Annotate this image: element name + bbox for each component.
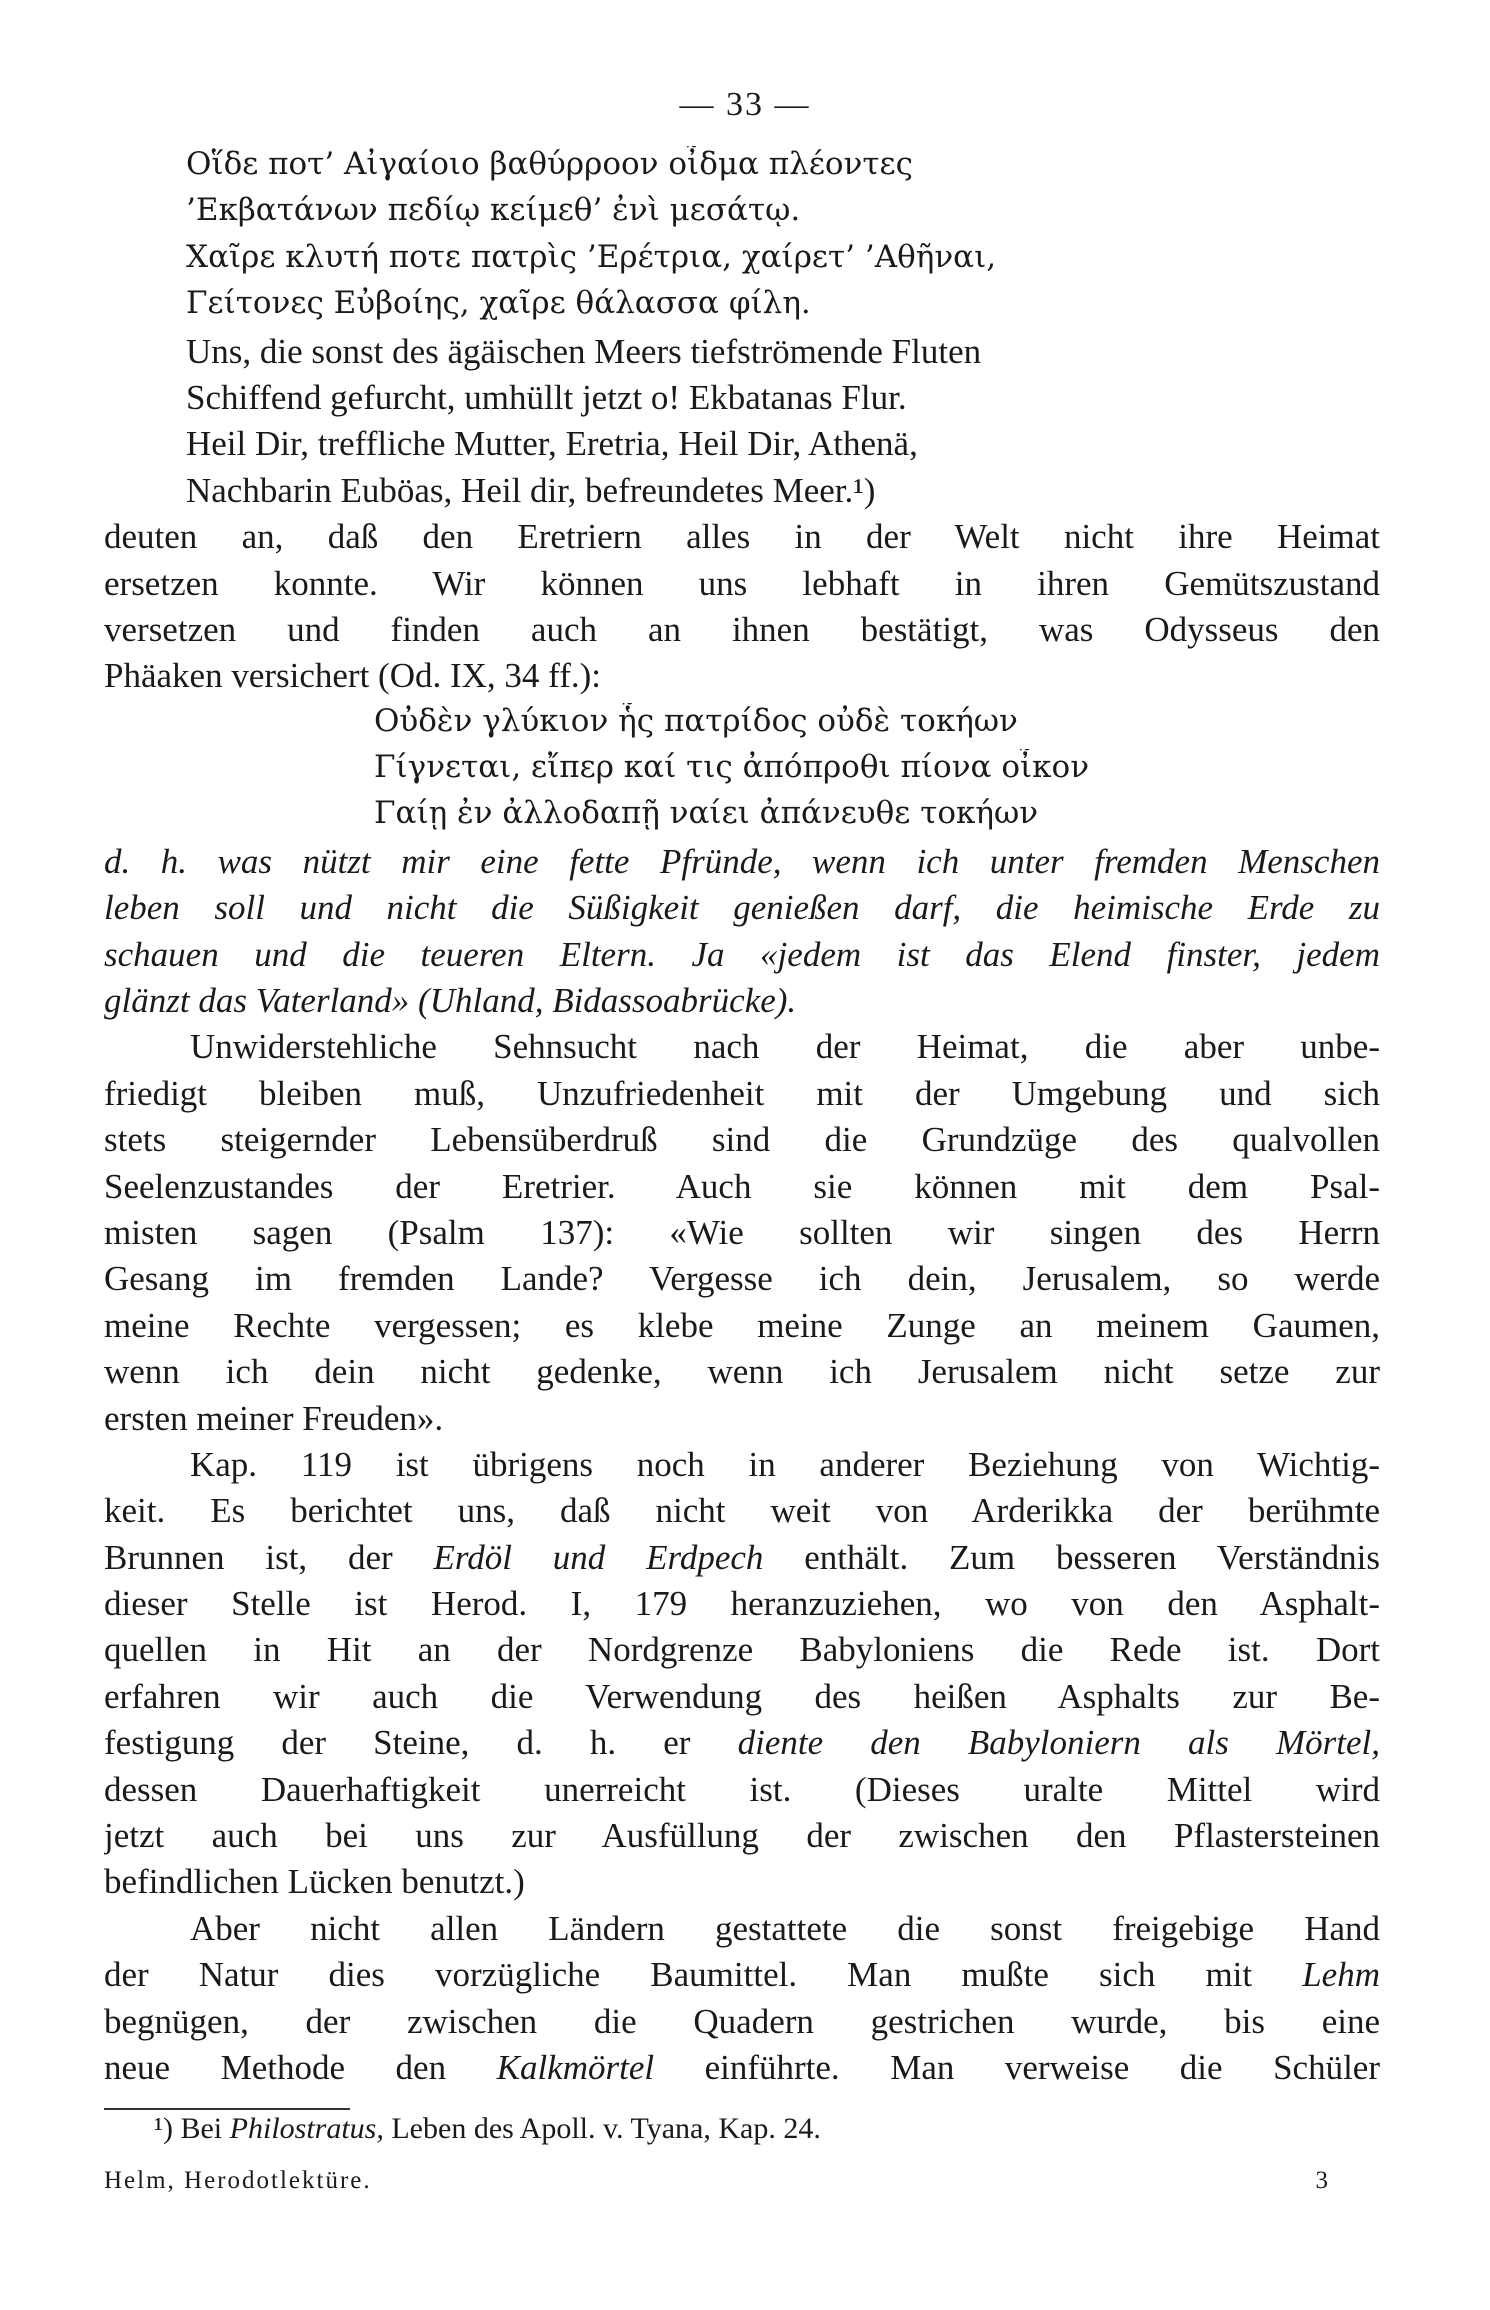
odyssey-quote-line: Γίγνεται, εἴπερ καί τις ἀπόπροθι πίονα οἶκον: [374, 749, 1090, 785]
italic-paragraph-line: leben soll und nicht die Süßigkeit genießen darf, die heimische Erde zu: [104, 888, 1380, 927]
paragraph-line: wenn ich dein nicht gedenke, wenn ich Jerusalem nicht setze zur: [104, 1352, 1380, 1391]
signature-text: Helm, Herodotlektüre.: [104, 2167, 372, 2194]
greek-poem-line: Οἵδε ποτ’ Αἰγαίοιο βαθύρροον οἶδμα πλέοντες: [186, 146, 913, 182]
paragraph-line: quellen in Hit an der Nordgrenze Babyloniens die Rede ist. Dort: [104, 1630, 1380, 1669]
page-number: — 33 —: [679, 86, 811, 123]
paragraph-line: stets steigernder Lebensüberdruß sind die Grundzüge des qualvollen: [104, 1120, 1380, 1159]
paragraph-line: Unwiderstehliche Sehnsucht nach der Heimat, die aber unbe-: [190, 1027, 1380, 1066]
footnote-text: Leben des Apoll. v. Tyana, Kap. 24.: [383, 2112, 821, 2145]
line-text: einführte. Man verweise die Schüler: [654, 2048, 1380, 2087]
german-poem-line: Nachbarin Euböas, Heil dir, befreundetes Meer.¹): [186, 471, 876, 510]
line-text: neue Methode den: [104, 2048, 497, 2087]
paragraph-line: Gesang im fremden Lande? Vergesse ich dein, Jerusalem, so werde: [104, 1259, 1380, 1298]
paragraph-line: dieser Stelle ist Herod. I, 179 heranzuziehen, wo von den Asphalt-: [104, 1584, 1380, 1623]
paragraph-line: [104, 1538, 1380, 1584]
paragraph-line: keit. Es berichtet uns, daß nicht weit von Arderikka der berühmte: [104, 1491, 1380, 1530]
paragraph-line: deuten an, daß den Eretriern alles in der Welt nicht ihre Heimat: [104, 517, 1380, 556]
italic-phrase: Erdöl und Erdpech: [433, 1538, 764, 1577]
paragraph-line: [104, 1955, 1380, 2001]
printer-signature: [104, 2167, 1380, 2195]
line-text: Brunnen ist, der: [104, 1538, 434, 1577]
italic-phrase: Kalkmörtel: [496, 2048, 655, 2087]
italic-phrase: Lehm: [1302, 1955, 1380, 1994]
paragraph-line: Aber nicht allen Ländern gestattete die sonst freigebige Hand: [190, 1909, 1380, 1948]
greek-poem-line: Γείτονες Εὐβοίης, χαῖρε θάλασσα φίλη.: [186, 285, 811, 321]
paragraph-line: [104, 1723, 1380, 1769]
footnote: [154, 2112, 1384, 2146]
paragraph-line: erfahren wir auch die Verwendung des heißen Asphalts zur Be-: [104, 1677, 1380, 1716]
line-text: der Natur dies vorzügliche Baumittel. Man mußte sich mit: [104, 1955, 1303, 1994]
paragraph-line: begnügen, der zwischen die Quadern gestrichen wurde, bis eine: [104, 2002, 1380, 2041]
paragraph-line: dessen Dauerhaftigkeit unerreicht ist. (Dieses uralte Mittel wird: [104, 1770, 1380, 1809]
footnote-italic: Philostratus,: [229, 2112, 384, 2145]
paragraph-line: ersten meiner Freuden».: [104, 1399, 444, 1438]
italic-paragraph-line: d. h. was nützt mir eine fette Pfründe, wenn ich unter fremden Menschen: [104, 842, 1380, 881]
paragraph-line: friedigt bleiben muß, Unzufriedenheit mit der Umgebung und sich: [104, 1074, 1380, 1113]
paragraph-line: [104, 2048, 1380, 2094]
footnote-rule: [104, 2108, 350, 2110]
odyssey-quote-line: Οὐδὲν γλύκιον ἧς πατρίδος οὐδὲ τοκήων: [374, 703, 1018, 739]
paragraph-line: Kap. 119 ist übrigens noch in anderer Beziehung von Wichtig-: [190, 1445, 1380, 1484]
paragraph-line: ersetzen konnte. Wir können uns lebhaft in ihren Gemütszustand: [104, 564, 1380, 603]
italic-phrase: diente den Babyloniern als Mörtel,: [737, 1723, 1380, 1762]
german-poem-line: Uns, die sonst des ägäischen Meers tiefströmende Fluten: [186, 332, 982, 371]
german-poem-line: Heil Dir, treffliche Mutter, Eretria, Heil Dir, Athenä,: [186, 424, 918, 463]
italic-paragraph-line: glänzt das Vaterland» (Uhland, Bidassoabrücke).: [104, 981, 797, 1020]
paragraph-line: befindlichen Lücken benutzt.): [104, 1862, 525, 1901]
german-poem-line: Schiffend gefurcht, umhüllt jetzt o! Ekbatanas Flur.: [186, 378, 907, 417]
greek-poem-line: ’Εκβατάνων πεδίῳ κείμεθ’ ἐνὶ μεσάτῳ.: [186, 192, 801, 228]
italic-paragraph-line: schauen und die teueren Eltern. Ja «jedem ist das Elend finster, jedem: [104, 935, 1380, 974]
paragraph-line: misten sagen (Psalm 137): «Wie sollten wir singen des Herrn: [104, 1213, 1380, 1252]
paragraph-line: Phäaken versichert (Od. IX, 34 ff.):: [104, 656, 601, 695]
line-text: festigung der Steine, d. h. er: [104, 1723, 738, 1762]
greek-poem-line: Χαῖρε κλυτή ποτε πατρὶς ’Ερέτρια, χαίρετ’ ’Αθῆναι,: [186, 239, 997, 275]
paragraph-line: versetzen und finden auch an ihnen bestätigt, was Odysseus den: [104, 610, 1380, 649]
paragraph-line: Seelenzustandes der Eretrier. Auch sie können mit dem Psal-: [104, 1167, 1380, 1206]
paragraph-line: jetzt auch bei uns zur Ausfüllung der zwischen den Pflastersteinen: [104, 1816, 1380, 1855]
sheet-number: 3: [1315, 2167, 1330, 2194]
line-text: enthält. Zum besseren Verständnis: [763, 1538, 1380, 1577]
odyssey-quote-line: Γαίῃ ἐν ἀλλοδαπῇ ναίει ἀπάνευθε τοκήων: [374, 795, 1039, 831]
paragraph-line: meine Rechte vergessen; es klebe meine Zunge an meinem Gaumen,: [104, 1306, 1380, 1345]
footnote-text: ¹) Bei: [154, 2112, 230, 2145]
